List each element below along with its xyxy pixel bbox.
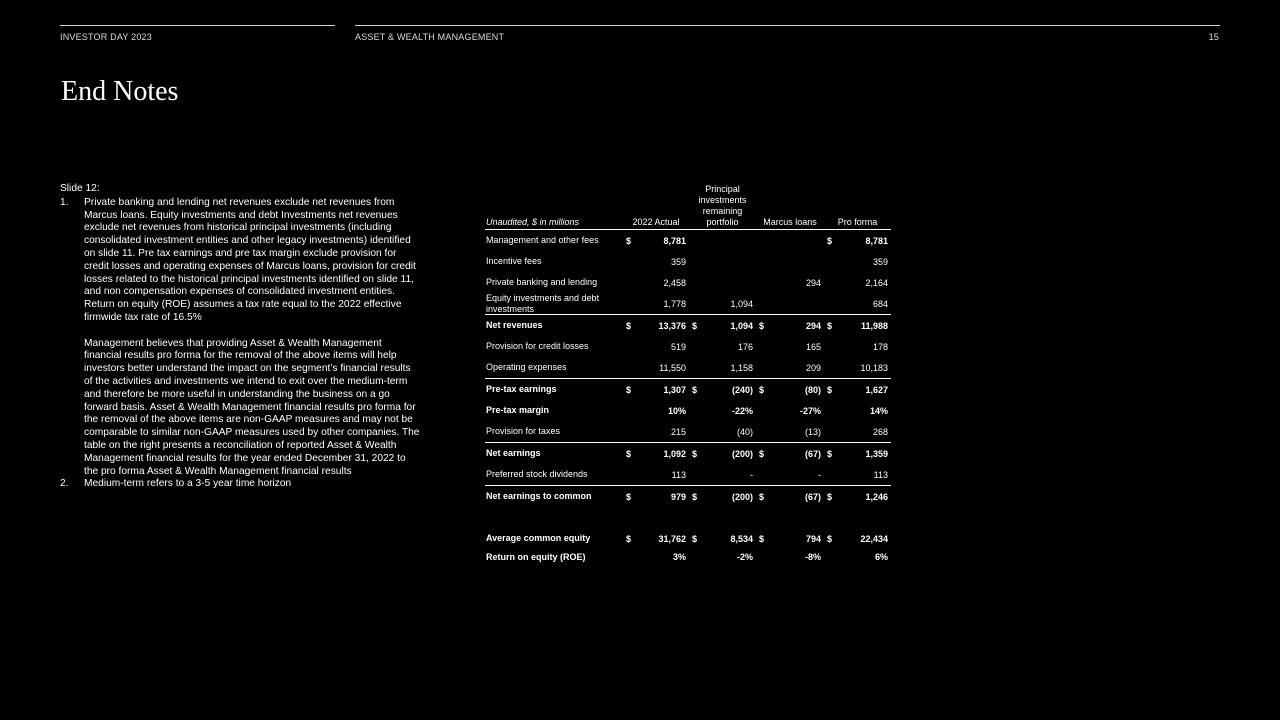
cell-value: 1,627 — [865, 384, 888, 395]
value-cell — [756, 443, 824, 465]
cell-value: 794 — [805, 533, 821, 544]
currency-sign — [692, 470, 698, 480]
value-cell — [756, 272, 824, 293]
value-cell — [689, 293, 756, 315]
table-row — [485, 400, 891, 421]
value-cell — [689, 528, 756, 549]
cell-value: 8,534 — [730, 533, 753, 544]
cell-value: 113 — [671, 469, 686, 480]
currency-sign — [827, 257, 833, 267]
currency-sign — [692, 406, 698, 416]
table-row — [485, 251, 891, 272]
currency-sign: $ — [827, 533, 833, 544]
value-cell — [623, 251, 689, 272]
value-cell — [824, 400, 891, 421]
row-label: Equity investments and debt investments — [486, 293, 600, 314]
header-rule-left — [60, 25, 335, 26]
value-cell — [623, 336, 689, 357]
cell-value: 22,434 — [860, 533, 888, 544]
currency-sign — [759, 552, 765, 562]
header-rule-right — [355, 25, 1220, 26]
column-header-marcus-loans: Marcus loans — [756, 184, 824, 230]
note-item — [60, 197, 420, 479]
note-paragraph: Medium-term refers to a 3-5 year time horizon — [84, 478, 292, 490]
currency-sign: $ — [759, 384, 765, 395]
table-row — [485, 528, 891, 549]
value-cell — [756, 549, 824, 565]
cell-value: 519 — [670, 341, 686, 352]
value-cell — [689, 336, 756, 357]
currency-sign — [827, 406, 833, 416]
value-cell — [689, 379, 756, 401]
value-cell — [824, 464, 891, 486]
currency-sign — [827, 342, 833, 352]
value-cell — [756, 251, 824, 272]
cell-value: 2,164 — [865, 277, 888, 288]
value-cell — [689, 464, 756, 486]
value-cell — [689, 251, 756, 272]
cell-value: 2,458 — [663, 277, 686, 288]
currency-sign: $ — [827, 491, 833, 502]
value-cell — [623, 486, 689, 508]
value-cell — [824, 272, 891, 293]
currency-sign: $ — [692, 448, 698, 459]
cell-value: (240) — [731, 384, 753, 395]
currency-sign: $ — [759, 491, 765, 502]
cell-value: 684 — [872, 298, 888, 309]
currency-sign: $ — [759, 320, 765, 331]
cell-value: -8% — [804, 552, 821, 562]
cell-value: (200) — [731, 448, 753, 459]
cell-value: 11,988 — [860, 320, 888, 331]
table-row — [485, 549, 891, 565]
value-cell — [824, 379, 891, 401]
currency-sign — [626, 257, 632, 267]
currency-sign — [692, 342, 698, 352]
currency-sign — [759, 406, 765, 416]
cell-value: 268 — [872, 426, 888, 437]
table-row — [485, 421, 891, 443]
currency-sign — [692, 299, 698, 309]
page-title: End Notes — [61, 76, 179, 107]
cell-value: 3% — [672, 552, 686, 562]
table-row — [485, 464, 891, 486]
value-cell — [824, 251, 891, 272]
currency-sign: $ — [626, 533, 632, 544]
cell-value: 1,307 — [663, 384, 686, 395]
value-cell — [623, 379, 689, 401]
currency-sign — [827, 299, 833, 309]
value-cell — [623, 400, 689, 421]
note-paragraph: Management believes that providing Asset & Wealth Management financial results pro forma for the removal of the above items will help investors better understand the impact on the segment’s financial results of the activities and investments we intend to exit over the medium-term and therefore be more useful in understanding the business on a go forward basis. Asset & Wealth Management financial results pro forma for the removal of the above items are non-GAAP measures and may not be comparable to similar non-GAAP measures used by other companies. The table on the right presents a reconciliation of reported Asset & Wealth Management financial results for the year ended December 31, 2022 to the pro forma Asset & Wealth Management financial results — [84, 337, 420, 477]
value-cell — [623, 230, 689, 252]
cell-value: (67) — [804, 448, 821, 459]
currency-sign: $ — [626, 384, 632, 395]
value-cell — [756, 421, 824, 443]
value-cell — [623, 315, 689, 337]
currency-sign — [692, 363, 698, 373]
cell-value: (67) — [804, 491, 821, 502]
currency-sign — [759, 278, 765, 288]
row-label: Provision for credit losses — [486, 341, 589, 352]
table-row — [485, 336, 891, 357]
value-cell — [824, 549, 891, 565]
cell-value: 11,550 — [659, 362, 686, 373]
row-label: Private banking and lending — [486, 277, 598, 288]
currency-sign: $ — [759, 533, 765, 544]
cell-value: (80) — [804, 384, 821, 395]
value-cell — [689, 400, 756, 421]
currency-sign: $ — [626, 235, 632, 246]
currency-sign — [827, 278, 833, 288]
row-label: Net earnings to common — [485, 486, 623, 508]
currency-sign: $ — [827, 384, 833, 395]
value-cell — [689, 272, 756, 293]
value-cell — [689, 549, 756, 565]
row-label: Net revenues — [485, 315, 623, 337]
cell-value: (200) — [731, 491, 753, 502]
currency-sign — [626, 470, 632, 480]
column-header-2022-actual: 2022 Actual — [623, 184, 689, 230]
cell-value: 14% — [869, 405, 888, 416]
row-label: Provision for taxes — [486, 426, 561, 437]
cell-value: - — [750, 469, 753, 480]
currency-sign — [626, 552, 632, 562]
value-cell — [623, 421, 689, 443]
value-cell — [623, 464, 689, 486]
currency-sign: $ — [759, 448, 765, 459]
currency-sign — [626, 278, 632, 288]
cell-value: 165 — [805, 341, 821, 352]
currency-sign: $ — [692, 491, 698, 502]
note-number: 1. — [60, 196, 69, 208]
cell-value: 294 — [805, 320, 821, 331]
header-event-label: INVESTOR DAY 2023 — [60, 32, 152, 42]
cell-value: 1,158 — [730, 362, 753, 373]
row-label: Preferred stock dividends — [486, 469, 588, 480]
table-body — [485, 230, 891, 566]
currency-sign — [626, 363, 632, 373]
row-label: Pre-tax earnings — [485, 379, 623, 401]
cell-value: 209 — [805, 362, 821, 373]
value-cell — [756, 315, 824, 337]
cell-value: 294 — [805, 277, 821, 288]
value-cell — [689, 443, 756, 465]
cell-value: 178 — [872, 341, 888, 352]
cell-value: 8,781 — [663, 235, 686, 246]
header-section-label: ASSET & WEALTH MANAGEMENT — [355, 32, 505, 42]
currency-sign: $ — [827, 235, 833, 246]
currency-sign: $ — [827, 320, 833, 331]
column-header-pro-forma: Pro forma — [824, 184, 891, 230]
value-cell — [756, 486, 824, 508]
value-cell — [689, 421, 756, 443]
cell-value: 215 — [670, 426, 686, 437]
value-cell — [756, 528, 824, 549]
cell-value: 1,094 — [730, 298, 753, 309]
value-cell — [623, 528, 689, 549]
currency-sign — [626, 342, 632, 352]
table-row — [485, 443, 891, 465]
table-row — [485, 230, 891, 252]
currency-sign — [759, 342, 765, 352]
value-cell — [623, 357, 689, 379]
cell-value: 1,092 — [663, 448, 686, 459]
value-cell — [689, 230, 756, 252]
row-label: Incentive fees — [486, 256, 542, 267]
row-label: Pre-tax margin — [486, 405, 550, 416]
cell-value: 1,246 — [865, 491, 888, 502]
slide-reference: Slide 12: — [60, 183, 100, 194]
table-spacer-row — [485, 507, 891, 528]
table-row — [485, 272, 891, 293]
row-label: Return on equity (ROE) — [486, 551, 586, 562]
value-cell — [824, 528, 891, 549]
table-row — [485, 293, 891, 315]
currency-sign — [827, 363, 833, 373]
cell-value: 1,094 — [730, 320, 753, 331]
cell-value: -2% — [736, 552, 753, 562]
cell-value: -27% — [799, 405, 821, 416]
currency-sign: $ — [692, 320, 698, 331]
column-header-units: Unaudited, $ in millions — [485, 184, 623, 230]
page-number: 15 — [1208, 32, 1219, 42]
currency-sign — [827, 427, 833, 437]
note-item — [60, 478, 420, 491]
table-row — [485, 486, 891, 508]
table-header-row — [485, 184, 891, 230]
table-row — [485, 379, 891, 401]
currency-sign: $ — [692, 384, 698, 395]
currency-sign: $ — [626, 491, 632, 502]
value-cell — [756, 379, 824, 401]
cell-value: 8,781 — [865, 235, 888, 246]
cell-value: -22% — [731, 405, 753, 416]
currency-sign: $ — [626, 320, 632, 331]
currency-sign — [692, 552, 698, 562]
value-cell — [824, 486, 891, 508]
cell-value: 979 — [670, 491, 686, 502]
reconciliation-table — [485, 184, 891, 565]
currency-sign — [759, 363, 765, 373]
value-cell — [689, 486, 756, 508]
cell-value: 1,778 — [663, 298, 686, 309]
value-cell — [689, 315, 756, 337]
row-label: Average common equity — [486, 533, 591, 544]
value-cell — [623, 272, 689, 293]
value-cell — [689, 357, 756, 379]
end-notes — [60, 183, 420, 491]
cell-value: 176 — [737, 341, 753, 352]
value-cell — [824, 336, 891, 357]
currency-sign: $ — [827, 448, 833, 459]
value-cell — [623, 443, 689, 465]
table-row — [485, 315, 891, 337]
cell-value: 10% — [667, 405, 686, 416]
value-cell — [824, 293, 891, 315]
currency-sign: $ — [626, 448, 632, 459]
row-label: Net earnings — [485, 443, 623, 465]
column-header-principal-investments: Principal investments remaining portfolio — [689, 184, 756, 230]
value-cell — [623, 293, 689, 315]
value-cell — [756, 357, 824, 379]
currency-sign — [827, 552, 833, 562]
note-number: 2. — [60, 478, 69, 490]
value-cell — [756, 293, 824, 315]
cell-value: 359 — [670, 256, 686, 267]
currency-sign — [759, 470, 765, 480]
value-cell — [824, 357, 891, 379]
cell-value: 10,183 — [860, 362, 888, 373]
cell-value: 359 — [872, 256, 888, 267]
currency-sign — [626, 299, 632, 309]
cell-value: (40) — [736, 426, 753, 437]
cell-value: (13) — [804, 426, 821, 437]
row-label: Management and other fees — [486, 235, 599, 246]
currency-sign — [827, 470, 833, 480]
value-cell — [756, 464, 824, 486]
table-row — [485, 357, 891, 379]
value-cell — [623, 549, 689, 565]
cell-value: 13,376 — [658, 320, 686, 331]
value-cell — [756, 336, 824, 357]
currency-sign — [692, 427, 698, 437]
cell-value: 31,762 — [658, 533, 686, 544]
note-paragraph: Private banking and lending net revenues exclude net revenues from Marcus loans. Equity investments and debt Investments net revenues exclude net revenues from historical principal investments (including consolidated investment entities and other legacy investments) identified on slide 11. Pre tax earnings and pre tax margin exclude provision for credit losses and operating expenses of Marcus loans, provision for credit losses related to the historical principal investments identified on slide 11, and non compensation expenses of consolidated investment entities. Return on equity (ROE) assumes a tax rate equal to the 2022 effective firmwide tax rate of 16.5% — [84, 196, 416, 323]
value-cell — [756, 230, 824, 252]
cell-value: - — [818, 469, 821, 480]
currency-sign: $ — [692, 533, 698, 544]
value-cell — [824, 315, 891, 337]
value-cell — [756, 400, 824, 421]
row-label: Operating expenses — [486, 362, 567, 373]
value-cell — [824, 421, 891, 443]
currency-sign — [759, 427, 765, 437]
currency-sign — [626, 406, 632, 416]
cell-value: 1,359 — [865, 448, 888, 459]
cell-value: 113 — [873, 469, 888, 480]
cell-value: 6% — [874, 552, 888, 562]
value-cell — [824, 443, 891, 465]
value-cell — [824, 230, 891, 252]
currency-sign — [626, 427, 632, 437]
